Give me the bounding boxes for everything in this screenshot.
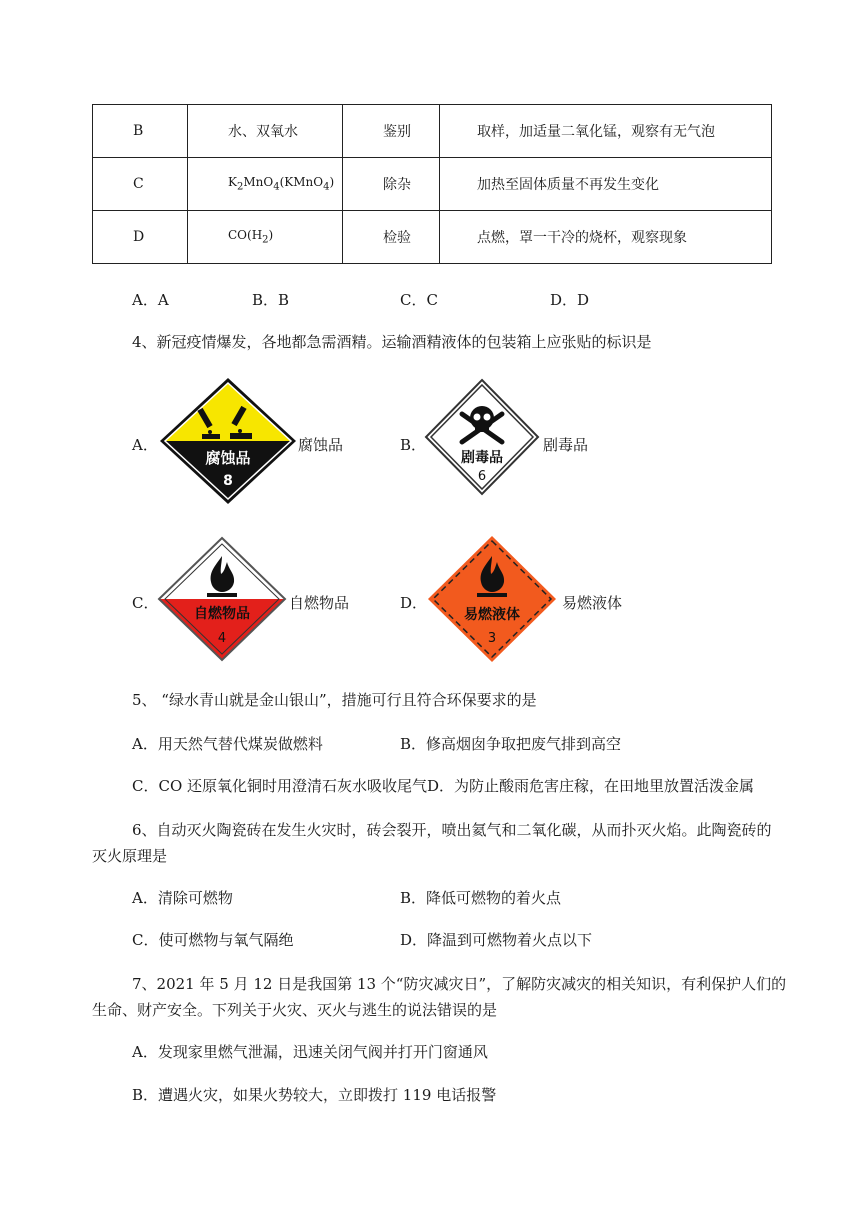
- q5-option-a: A．用天然气替代煤炭做燃料: [132, 735, 323, 753]
- table-cell-option: C: [93, 158, 188, 211]
- q7-stem-line1: 7、2021 年 5 月 12 日是我国第 13 个“防灾减灾日”，了解防灾减灾的相关知识，有利保护人们的: [132, 975, 787, 993]
- table-cell-substance: $K_2MnO_4(KMnO_4)$: [188, 158, 343, 211]
- table-cell-substance: 水、双氧水: [188, 105, 343, 158]
- q7-option-a: A．发现家里燃气泄漏，迅速关闭气阀并打开门窗通风: [132, 1043, 488, 1061]
- q3-option-d: D．D: [550, 291, 590, 309]
- table-row: [93, 211, 772, 264]
- q5-option-c: C．CO 还原氧化铜时用澄清石灰水吸收尾气: [132, 777, 428, 795]
- q4-option-c-letter: C．: [132, 594, 159, 612]
- q4-option-a-letter: A．: [132, 436, 158, 454]
- corrosive-sign-number: 8: [223, 473, 233, 489]
- q4-option-b-letter: B．: [400, 436, 427, 454]
- q6-stem-line2: 灭火原理是: [92, 847, 168, 865]
- q4-option-b-label: 剧毒品: [543, 436, 589, 454]
- q5-option-d: D．为防止酸雨危害庄稼，在田地里放置活泼金属: [427, 777, 755, 795]
- q4-option-d-label: 易燃液体: [562, 594, 623, 612]
- table-row: [93, 105, 772, 158]
- table-cell-option: D: [93, 211, 188, 264]
- table-cell-method: 取样，加适量二氧化锰，观察有无气泡: [440, 105, 772, 158]
- table-row: [93, 158, 772, 211]
- corrosive-sign: [158, 376, 298, 506]
- q6-option-b: B．降低可燃物的着火点: [400, 889, 562, 907]
- table-cell-method: 加热至固体质量不再发生变化: [440, 158, 772, 211]
- table-cell-purpose: 鉴别: [343, 105, 440, 158]
- q4-option-d-letter: D．: [400, 594, 428, 612]
- table-cell-substance: $CO(H_2)$: [188, 211, 343, 264]
- q4-stem: 4、新冠疫情爆发，各地都急需酒精。运输酒精液体的包装箱上应张贴的标识是: [132, 333, 652, 351]
- q6-option-a: A．清除可燃物: [132, 889, 233, 907]
- q6-stem-line1: 6、自动灭火陶瓷砖在发生火灾时，砖会裂开，喷出氦气和二氧化碳，从而扑灭火焰。此陶瓷砖的: [132, 821, 772, 839]
- flammable-liquid-sign: [426, 534, 558, 664]
- table-cell-purpose: 除杂: [343, 158, 440, 211]
- q5-stem: 5、 “绿水青山就是金山银山”，措施可行且符合环保要求的是: [132, 691, 537, 709]
- q3-option-a: A．A: [132, 291, 169, 309]
- spontaneous-combustion-sign: [157, 536, 287, 662]
- q6-option-d: D．降温到可燃物着火点以下: [400, 931, 593, 949]
- table-cell-purpose: 检验: [343, 211, 440, 264]
- q3-option-b: B．B: [252, 291, 290, 309]
- q4-option-c-label: 自燃物品: [289, 594, 350, 612]
- q4-option-a-label: 腐蚀品: [298, 436, 344, 454]
- toxic-sign-number: 6: [477, 469, 487, 484]
- corrosive-sign-text: 腐蚀品: [205, 449, 251, 467]
- q6-option-c: C．使可燃物与氧气隔绝: [132, 931, 294, 949]
- toxic-sign: [424, 378, 540, 496]
- flammable-liquid-sign-number: 3: [487, 631, 497, 646]
- toxic-sign-text: 剧毒品: [461, 450, 503, 466]
- table-cell-method: 点燃，罩一干冷的烧杯，观察现象: [440, 211, 772, 264]
- q7-option-b: B．遭遇火灾，如果火势较大，立即拨打 119 电话报警: [132, 1086, 497, 1104]
- spontaneous-combustion-sign-number: 4: [217, 631, 227, 646]
- table-cell-option: B: [93, 105, 188, 158]
- q5-option-b: B．修高烟囱争取把废气排到高空: [400, 735, 622, 753]
- spontaneous-combustion-sign-text: 自燃物品: [194, 606, 250, 622]
- flammable-liquid-sign-text: 易燃液体: [464, 607, 520, 623]
- q3-option-c: C．C: [400, 291, 438, 309]
- options-table: [92, 104, 772, 264]
- q7-stem-line2: 生命、财产安全。下列关于火灾、灭火与逃生的说法错误的是: [92, 1001, 498, 1019]
